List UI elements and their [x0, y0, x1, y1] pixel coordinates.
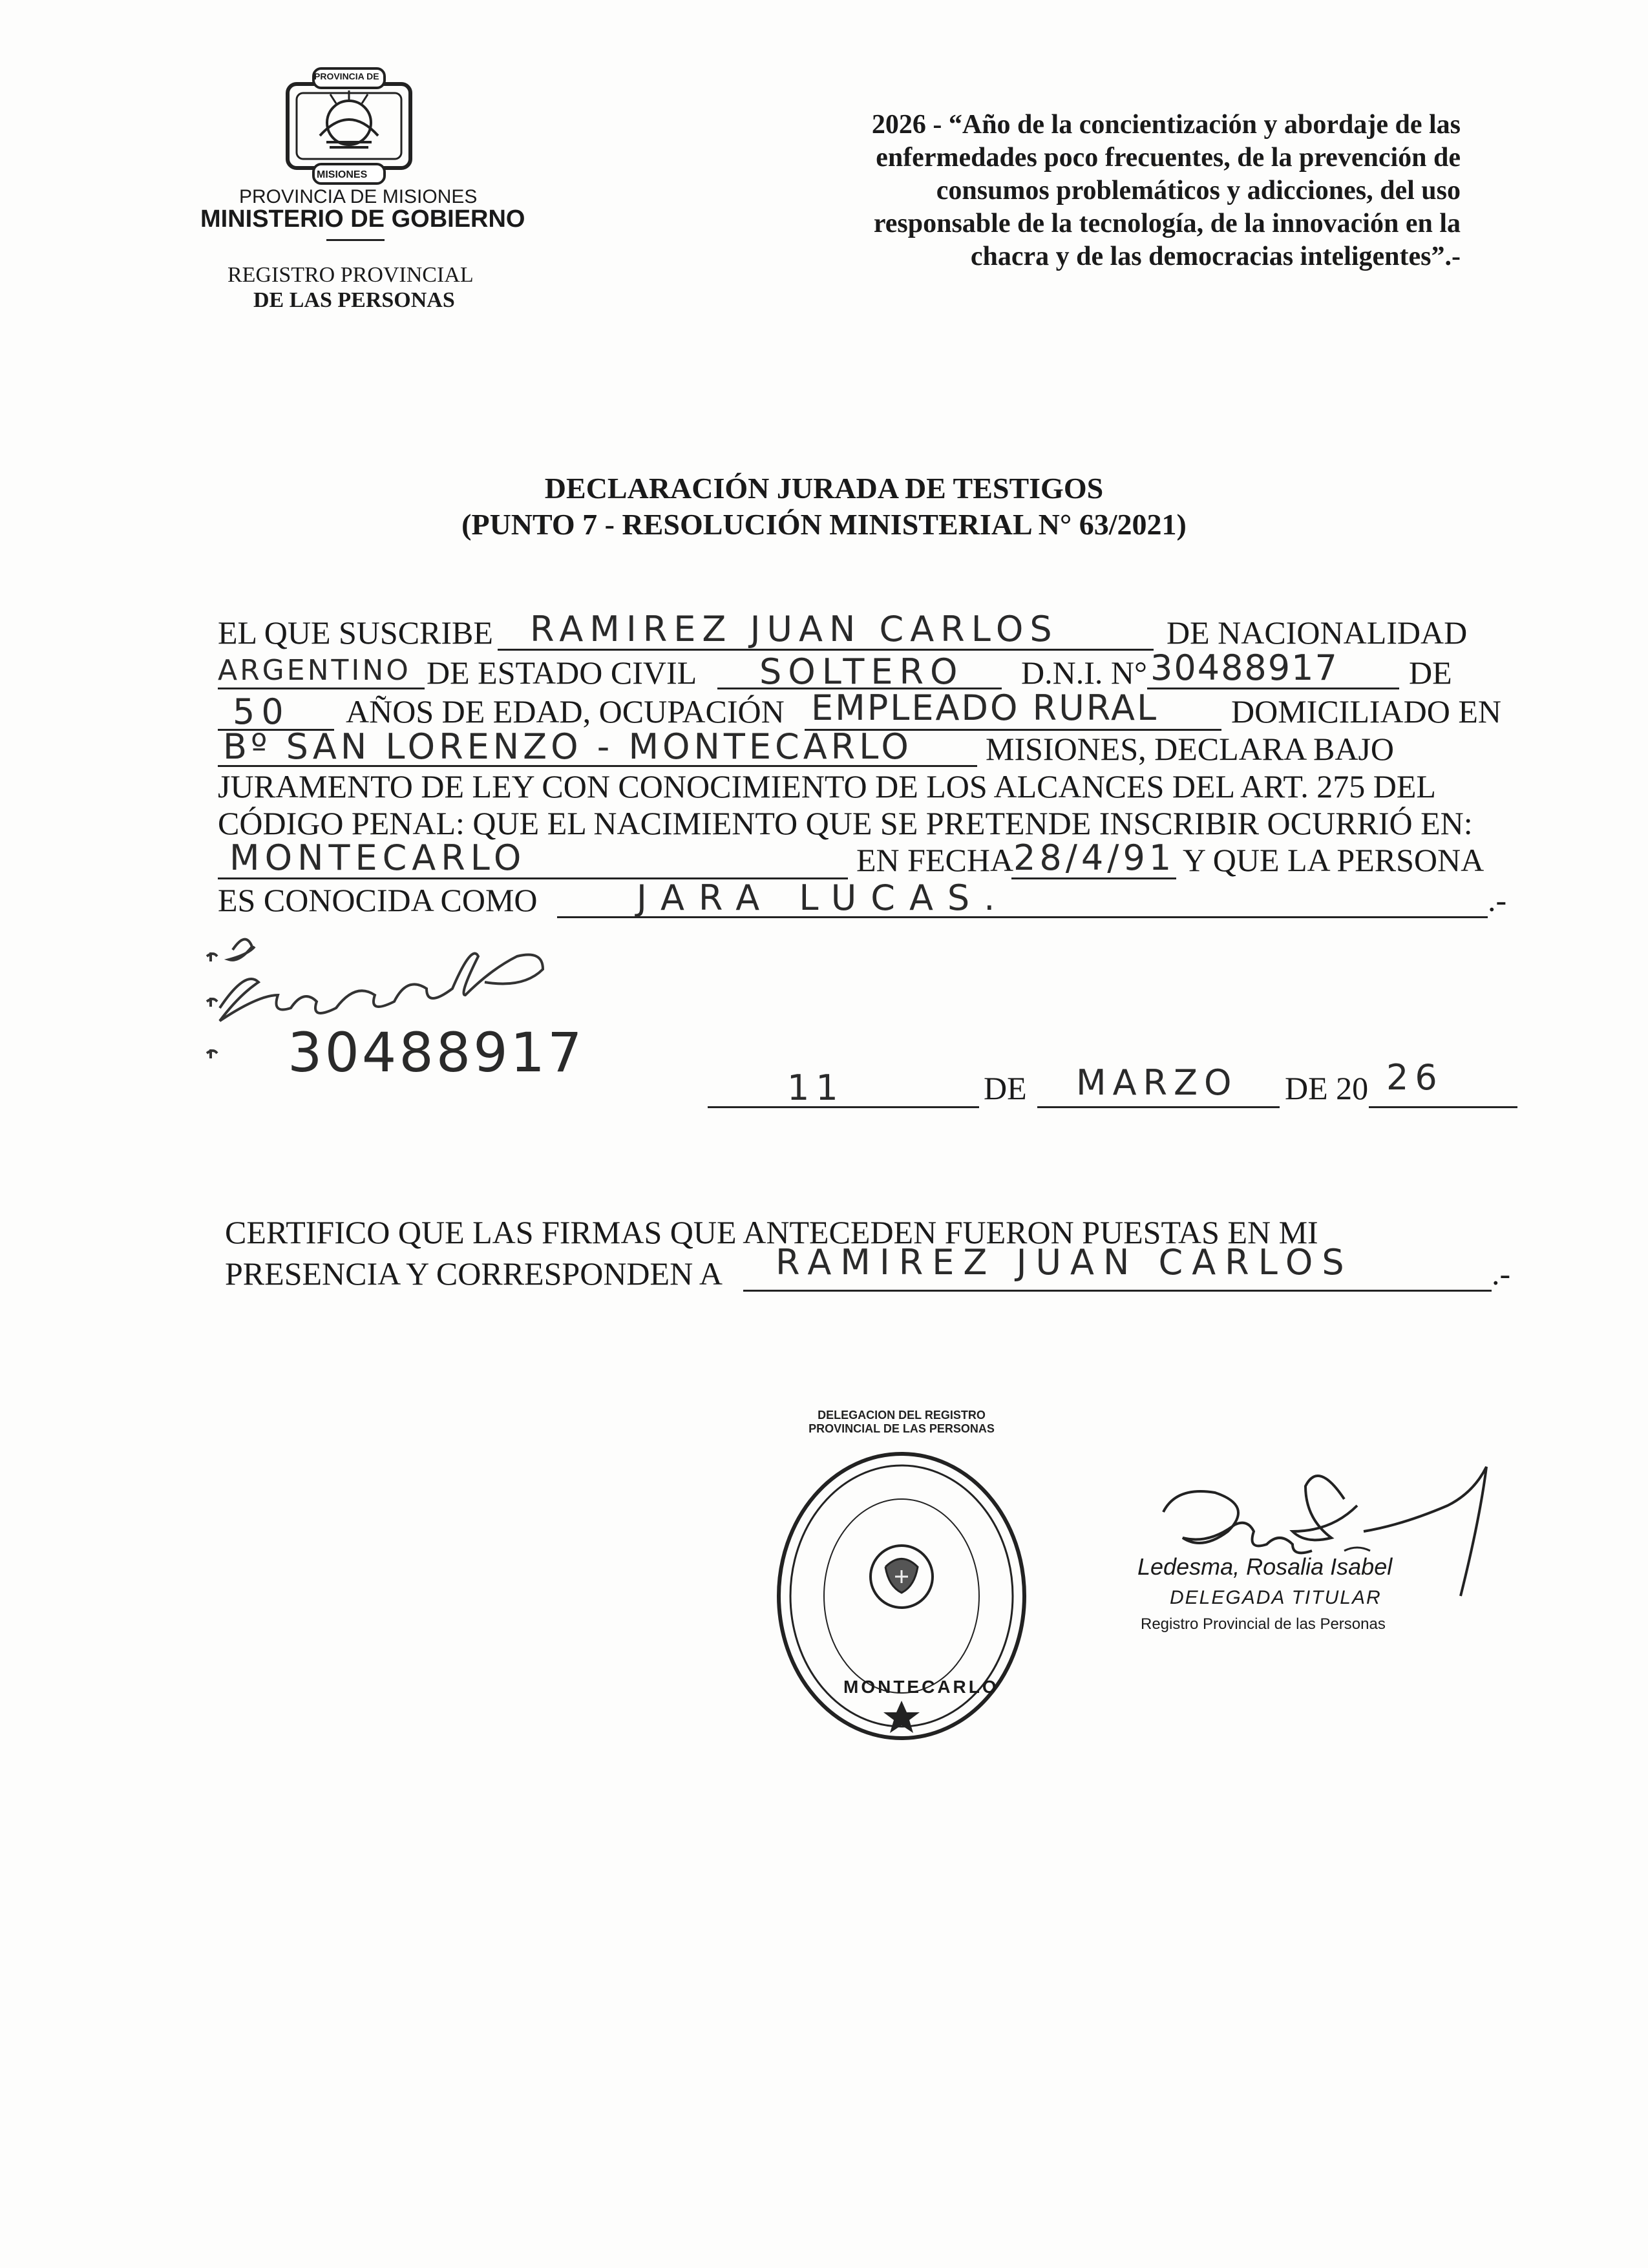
year-motto [730, 109, 1461, 273]
label-de-date: DE [984, 1070, 1027, 1106]
ministry-name: MINISTERIO DE GOBIERNO [200, 205, 525, 233]
field-birth-place: MONTECARLO [229, 837, 527, 878]
field-civil-status: SOLTERO [759, 651, 964, 692]
stamp-inner-text: MONTECARLO [843, 1677, 999, 1697]
stamp-outer-text: DELEGACION DEL REGISTRO PROVINCIAL DE LAS PERSONAS [808, 1409, 995, 1435]
field-year-line [1369, 1106, 1517, 1108]
certify-line-2: PRESENCIA Y CORRESPONDEN A [225, 1255, 723, 1292]
field-year: 26 [1386, 1057, 1444, 1098]
registry-stamp [772, 1447, 1031, 1745]
motto-line-4: responsable de la tecnología, de la innovación en la [873, 209, 1461, 238]
motto-line-3: consumos problemáticos y adicciones, del uso [936, 176, 1461, 205]
official-role: DELEGADA TITULAR [1170, 1587, 1382, 1608]
certify-line-1: CERTIFICO QUE LAS FIRMAS QUE ANTECEDEN FUERON PUESTAS EN MI [225, 1214, 1318, 1250]
end-mark-known-as: .- [1488, 882, 1507, 918]
field-day: 11 [787, 1067, 845, 1108]
label-en-fecha: EN FECHA [856, 842, 1014, 878]
motto-line-2: enfermedades poco frecuentes, de la prevención de [876, 143, 1461, 173]
seal-text-top: PROVINCIA DE [314, 71, 379, 81]
field-name: RAMIREZ JUAN CARLOS [530, 609, 1059, 649]
province-name: PROVINCIA DE MISIONES [239, 186, 478, 207]
motto-line-5: chacra y de las democracias inteligentes”.- [970, 242, 1461, 271]
label-dni: D.N.I. N° [1021, 655, 1147, 691]
label-anos-ocupacion: AÑOS DE EDAD, OCUPACIÓN [346, 693, 785, 730]
label-domiciliado: DOMICILIADO EN [1231, 693, 1501, 730]
seal-text-bottom: MISIONES [317, 169, 368, 180]
field-occupation: EMPLEADO RURAL [811, 688, 1159, 728]
label-de-age: DE [1409, 655, 1452, 691]
field-nationality-line [218, 688, 425, 689]
field-certified-name: RAMIREZ JUAN CARLOS [776, 1242, 1353, 1283]
field-birth-date: 28/4/91 [1013, 837, 1176, 878]
header-divider [326, 239, 385, 241]
label-de-estado-civil: DE ESTADO CIVIL [427, 655, 697, 691]
registry-line1: REGISTRO PROVINCIAL [227, 263, 474, 287]
registry-line2: DE LAS PERSONAS [253, 288, 455, 312]
label-de-nacionalidad: DE NACIONALIDAD [1167, 614, 1468, 651]
motto-line-1: 2026 - “Año de la concientización y abordaje de las [871, 110, 1461, 140]
field-dni: 30488917 [1150, 647, 1338, 688]
body-line-5: JURAMENTO DE LEY CON CONOCIMIENTO DE LOS ALCANCES DEL ART. 275 DEL [218, 768, 1436, 804]
witness-signature-dni: 30488917 [288, 1021, 585, 1084]
field-age: 50 [233, 691, 290, 732]
label-el-que-suscribe: EL QUE SUSCRIBE [218, 614, 493, 651]
field-month-line [1037, 1106, 1280, 1108]
registry-stamp-icon [772, 1447, 1031, 1745]
field-address: Bº SAN LORENZO - MONTECARLO [223, 726, 913, 767]
official-name: Ledesma, Rosalia Isabel [1137, 1553, 1393, 1580]
body-line-6: CÓDIGO PENAL: QUE EL NACIMIENTO QUE SE PRETENDE INSCRIBIR OCURRIÓ EN: [218, 805, 1473, 841]
label-misiones-declara: MISIONES, DECLARA BAJO [986, 731, 1395, 767]
field-nationality: ARGENTINO [218, 654, 411, 687]
field-certified-name-line [743, 1290, 1492, 1292]
title-line-2: (PUNTO 7 - RESOLUCIÓN MINISTERIAL N° 63/2021) [461, 508, 1187, 541]
end-mark-certified: .- [1492, 1255, 1511, 1292]
field-known-as: JARA LUCAS. [637, 877, 1009, 918]
field-month: MARZO [1076, 1062, 1238, 1103]
label-es-conocida: ES CONOCIDA COMO [218, 882, 538, 918]
official-office: Registro Provincial de las Personas [1141, 1615, 1386, 1633]
label-y-que: Y QUE LA PERSONA [1183, 842, 1484, 878]
label-de-20: DE 20 [1285, 1070, 1369, 1106]
title-line-1: DECLARACIÓN JURADA DE TESTIGOS [544, 472, 1104, 505]
document-title [0, 470, 1648, 543]
